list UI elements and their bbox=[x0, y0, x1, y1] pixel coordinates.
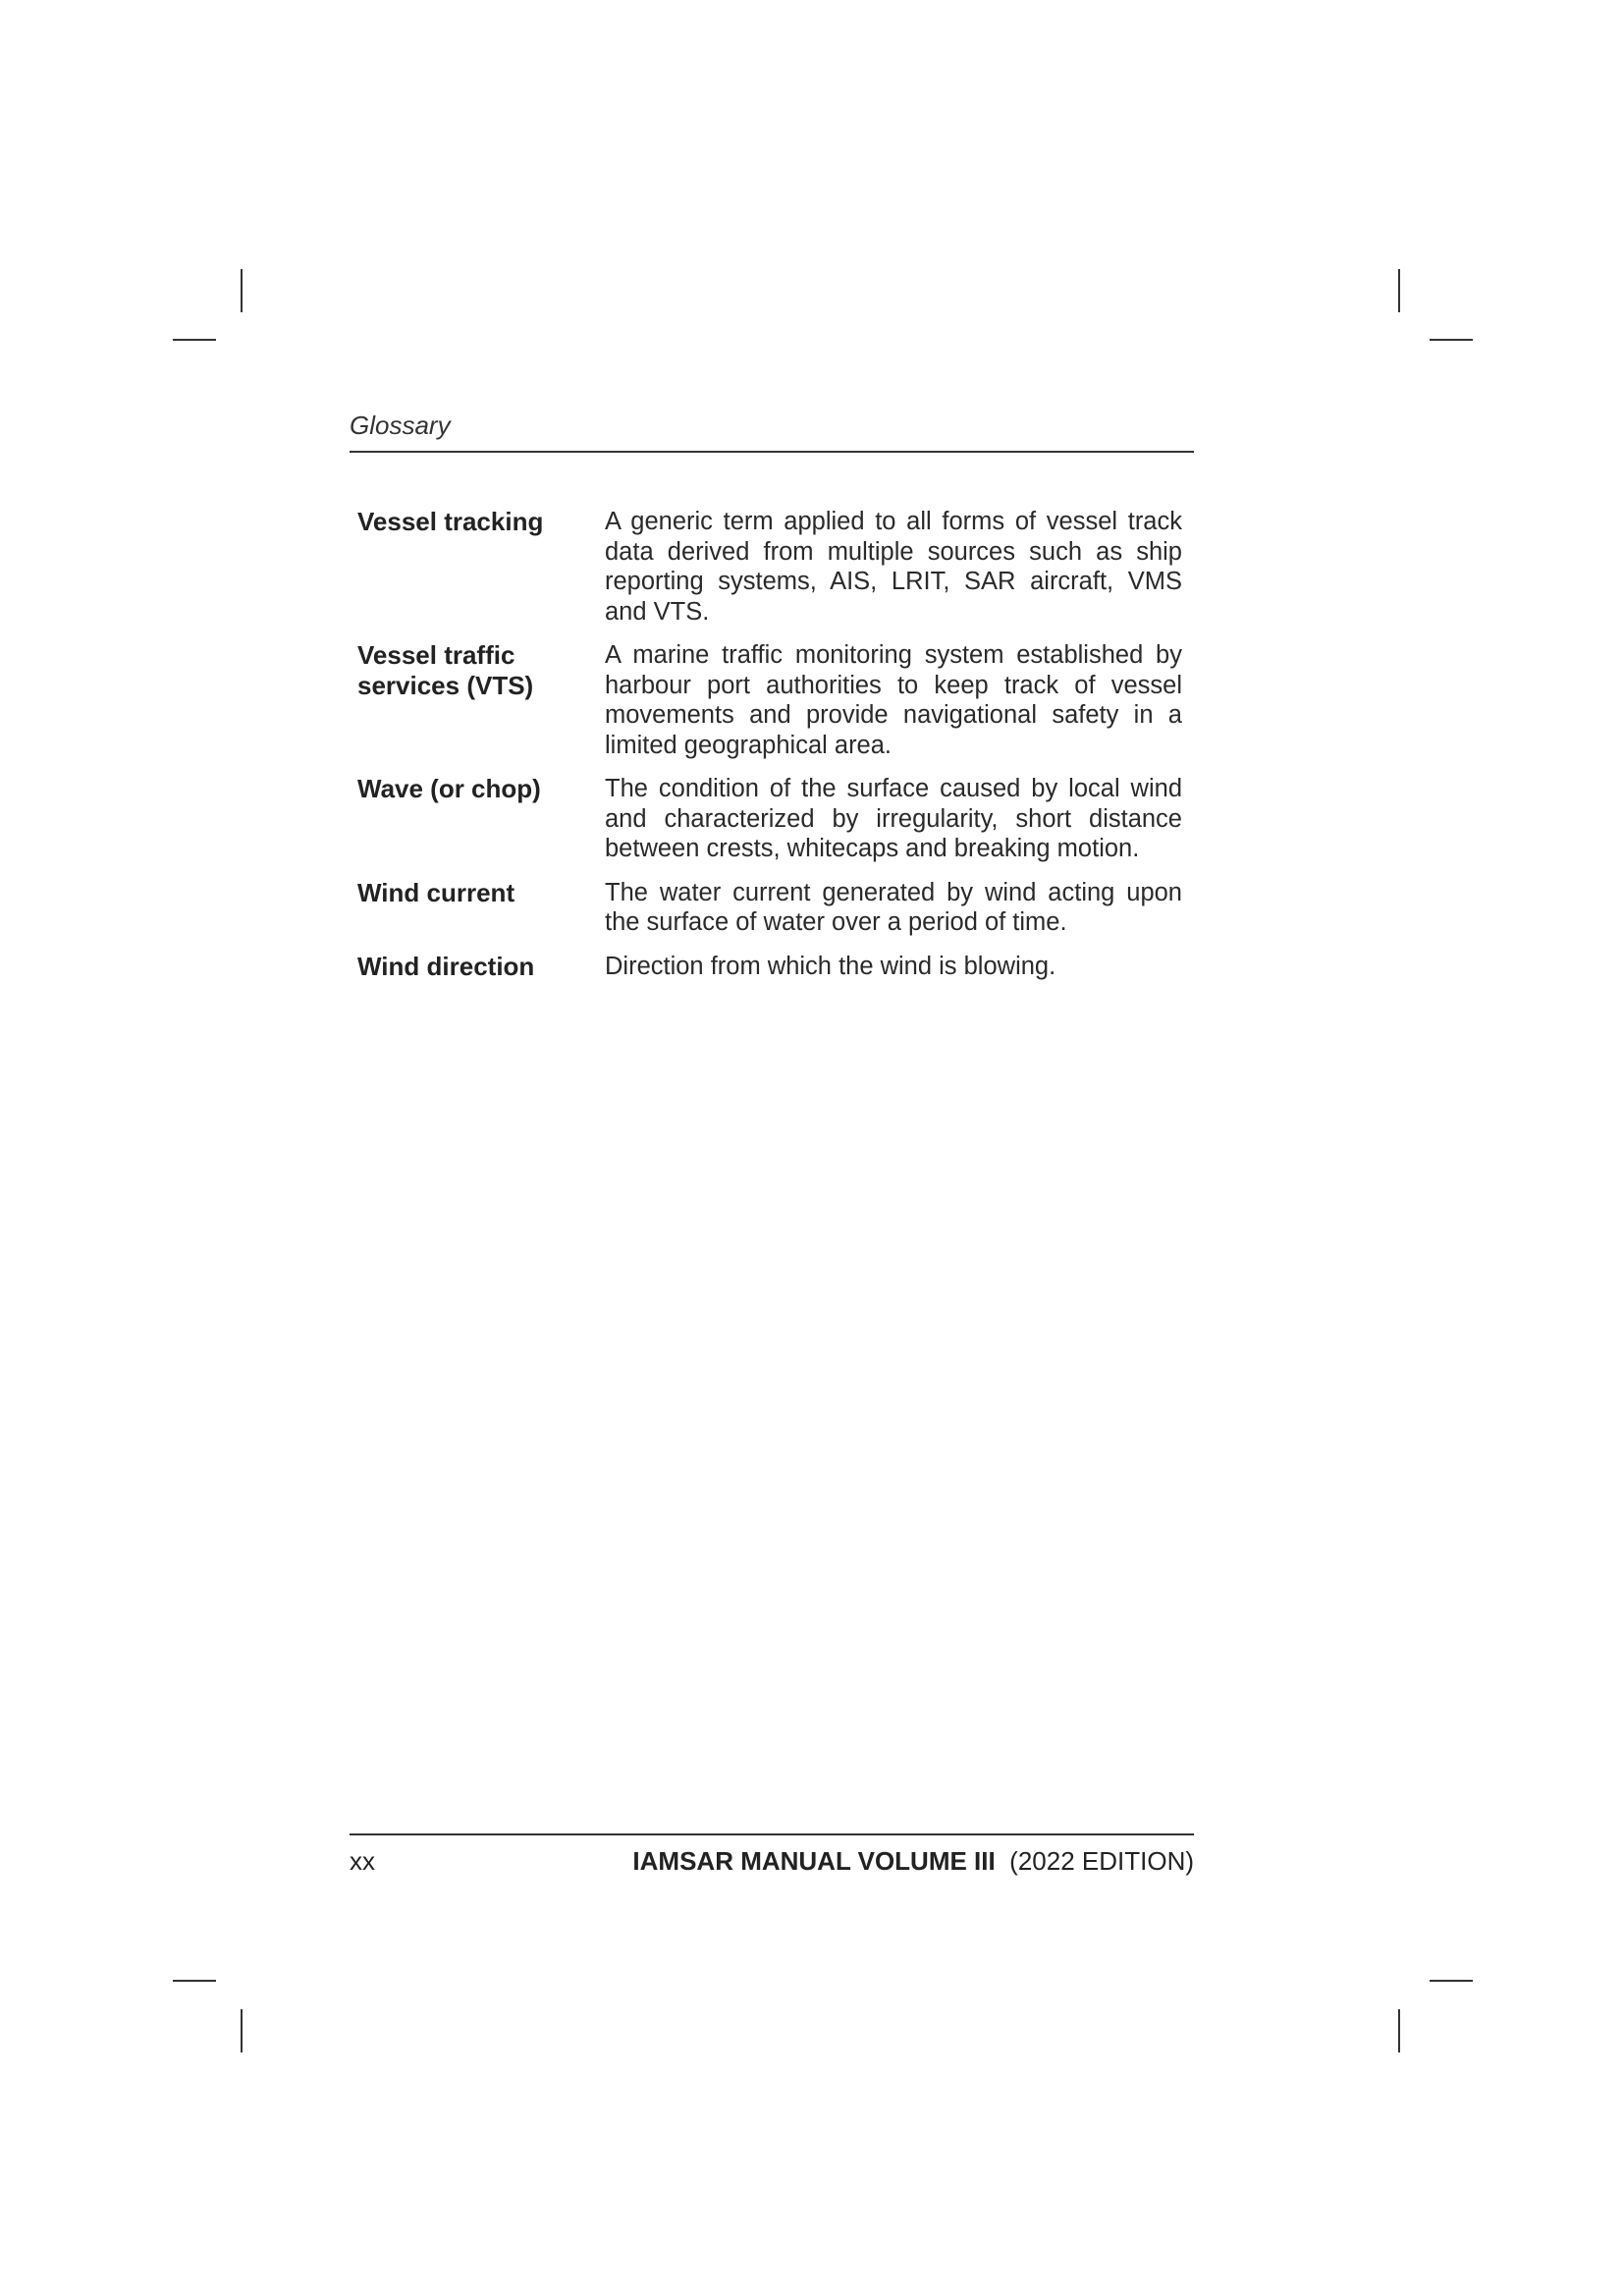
glossary-term: Wind current bbox=[357, 877, 515, 907]
crop-mark-top-right-horizontal bbox=[1430, 339, 1473, 341]
crop-mark-top-left-horizontal bbox=[173, 339, 216, 341]
glossary-term: Wave (or chop) bbox=[357, 774, 541, 803]
crop-mark-bottom-left-vertical bbox=[241, 2009, 243, 2052]
glossary-entry bbox=[357, 774, 1182, 864]
header-rule bbox=[350, 451, 1194, 453]
glossary-entry bbox=[357, 507, 1182, 627]
footer-rule bbox=[350, 1833, 1194, 1835]
crop-mark-bottom-right-horizontal bbox=[1430, 1980, 1473, 1982]
crop-mark-bottom-left-horizontal bbox=[173, 1980, 216, 1982]
glossary-term: Wind direction bbox=[357, 951, 535, 981]
publication-title bbox=[632, 1846, 1194, 1877]
glossary-entry bbox=[357, 878, 1182, 938]
glossary-definition: Direction from which the wind is blowing. bbox=[605, 952, 1056, 980]
glossary-term: Vessel tracking bbox=[357, 507, 544, 536]
glossary-definition: A generic term applied to all forms of vessel track data derived from multiple sources such as ship reporting systems, AIS, LRIT, SAR aircraft, VMS and VTS. bbox=[605, 508, 1182, 626]
glossary-list bbox=[357, 507, 1182, 996]
glossary-definition: The water current generated by wind acting upon the surface of water over a period of time. bbox=[605, 878, 1182, 936]
glossary-entry bbox=[357, 640, 1182, 760]
glossary-definition: The condition of the surface caused by local wind and characterized by irregularity, short distance between crests, whitecaps and breaking motion. bbox=[605, 775, 1182, 862]
glossary-definition: A marine traffic monitoring system established by harbour port authorities to keep track of vessel movements and provide navigational safety in a limited geographical area. bbox=[605, 641, 1182, 759]
glossary-entry bbox=[357, 952, 1182, 982]
publication-edition: (2022 EDITION) bbox=[1009, 1846, 1194, 1876]
crop-mark-bottom-right-vertical bbox=[1398, 2009, 1400, 2052]
running-head: Glossary bbox=[350, 410, 451, 440]
glossary-term: Vessel traffic services (VTS) bbox=[357, 640, 534, 700]
publication-name: IAMSAR MANUAL VOLUME III bbox=[632, 1846, 996, 1876]
crop-mark-top-left-vertical bbox=[241, 269, 243, 312]
page-number: xx bbox=[350, 1846, 375, 1876]
crop-mark-top-right-vertical bbox=[1398, 269, 1400, 312]
